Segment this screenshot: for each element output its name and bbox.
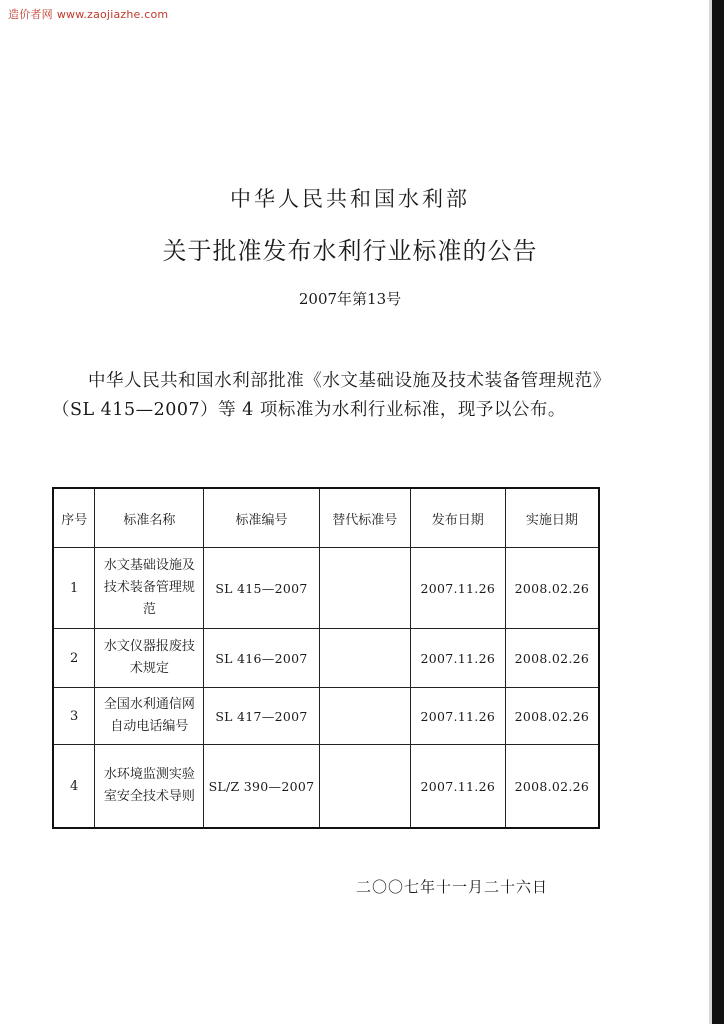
table-row (53, 548, 599, 629)
table-row (53, 688, 599, 745)
standards-table (52, 487, 600, 829)
header-implement-date: 实施日期 (505, 488, 599, 548)
cell-seq: 4 (53, 745, 95, 829)
cell-replaced (319, 688, 410, 745)
cell-code: SL 417—2007 (204, 688, 319, 745)
cell-code: SL/Z 390—2007 (204, 745, 319, 829)
header-code: 标准编号 (204, 488, 319, 548)
cell-implement-date: 2008.02.26 (505, 745, 599, 829)
watermark-site-name: 造价者网 (8, 8, 53, 21)
announcement-paragraph: 中华人民共和国水利部批准《水文基础设施及技术装备管理规范》（SL 415—2007）等 4 项标准为水利行业标准，现予以公布。 (52, 371, 602, 420)
watermark (8, 6, 168, 22)
cell-code: SL 415—2007 (204, 548, 319, 629)
header-seq: 序号 (53, 488, 95, 548)
watermark-url: www.zaojiazhe.com (56, 8, 169, 21)
cell-publish-date: 2007.11.26 (410, 688, 505, 745)
header-publish-date: 发布日期 (410, 488, 505, 548)
cell-publish-date: 2007.11.26 (410, 629, 505, 688)
cell-replaced (319, 548, 410, 629)
ministry-heading: 中华人民共和国水利部 (230, 187, 470, 211)
cell-publish-date: 2007.11.26 (410, 745, 505, 829)
cell-implement-date: 2008.02.26 (505, 629, 599, 688)
cell-replaced (319, 629, 410, 688)
scan-edge-shadow (712, 0, 724, 1024)
header-replaced: 替代标准号 (319, 488, 410, 548)
document-title: 关于批准发布水利行业标准的公告 (162, 237, 538, 265)
cell-code: SL 416—2007 (204, 629, 319, 688)
cell-implement-date: 2008.02.26 (505, 688, 599, 745)
table-row (53, 629, 599, 688)
announcement-date: 二〇〇七年十一月二十六日 (356, 878, 549, 896)
cell-publish-date: 2007.11.26 (410, 548, 505, 629)
cell-seq: 2 (53, 629, 95, 688)
header-name: 标准名称 (95, 488, 204, 548)
table-header-row (53, 488, 599, 548)
cell-name: 水文基础设施及技术装备管理规范 (95, 548, 204, 629)
cell-name: 水环境监测实验室安全技术导则 (95, 745, 204, 829)
table-row (53, 745, 599, 829)
cell-replaced (319, 745, 410, 829)
document-number: 2007年第13号 (298, 290, 402, 308)
cell-seq: 3 (53, 688, 95, 745)
cell-implement-date: 2008.02.26 (505, 548, 599, 629)
cell-seq: 1 (53, 548, 95, 629)
cell-name: 全国水利通信网自动电话编号 (95, 688, 204, 745)
cell-name: 水文仪器报废技术规定 (95, 629, 204, 688)
